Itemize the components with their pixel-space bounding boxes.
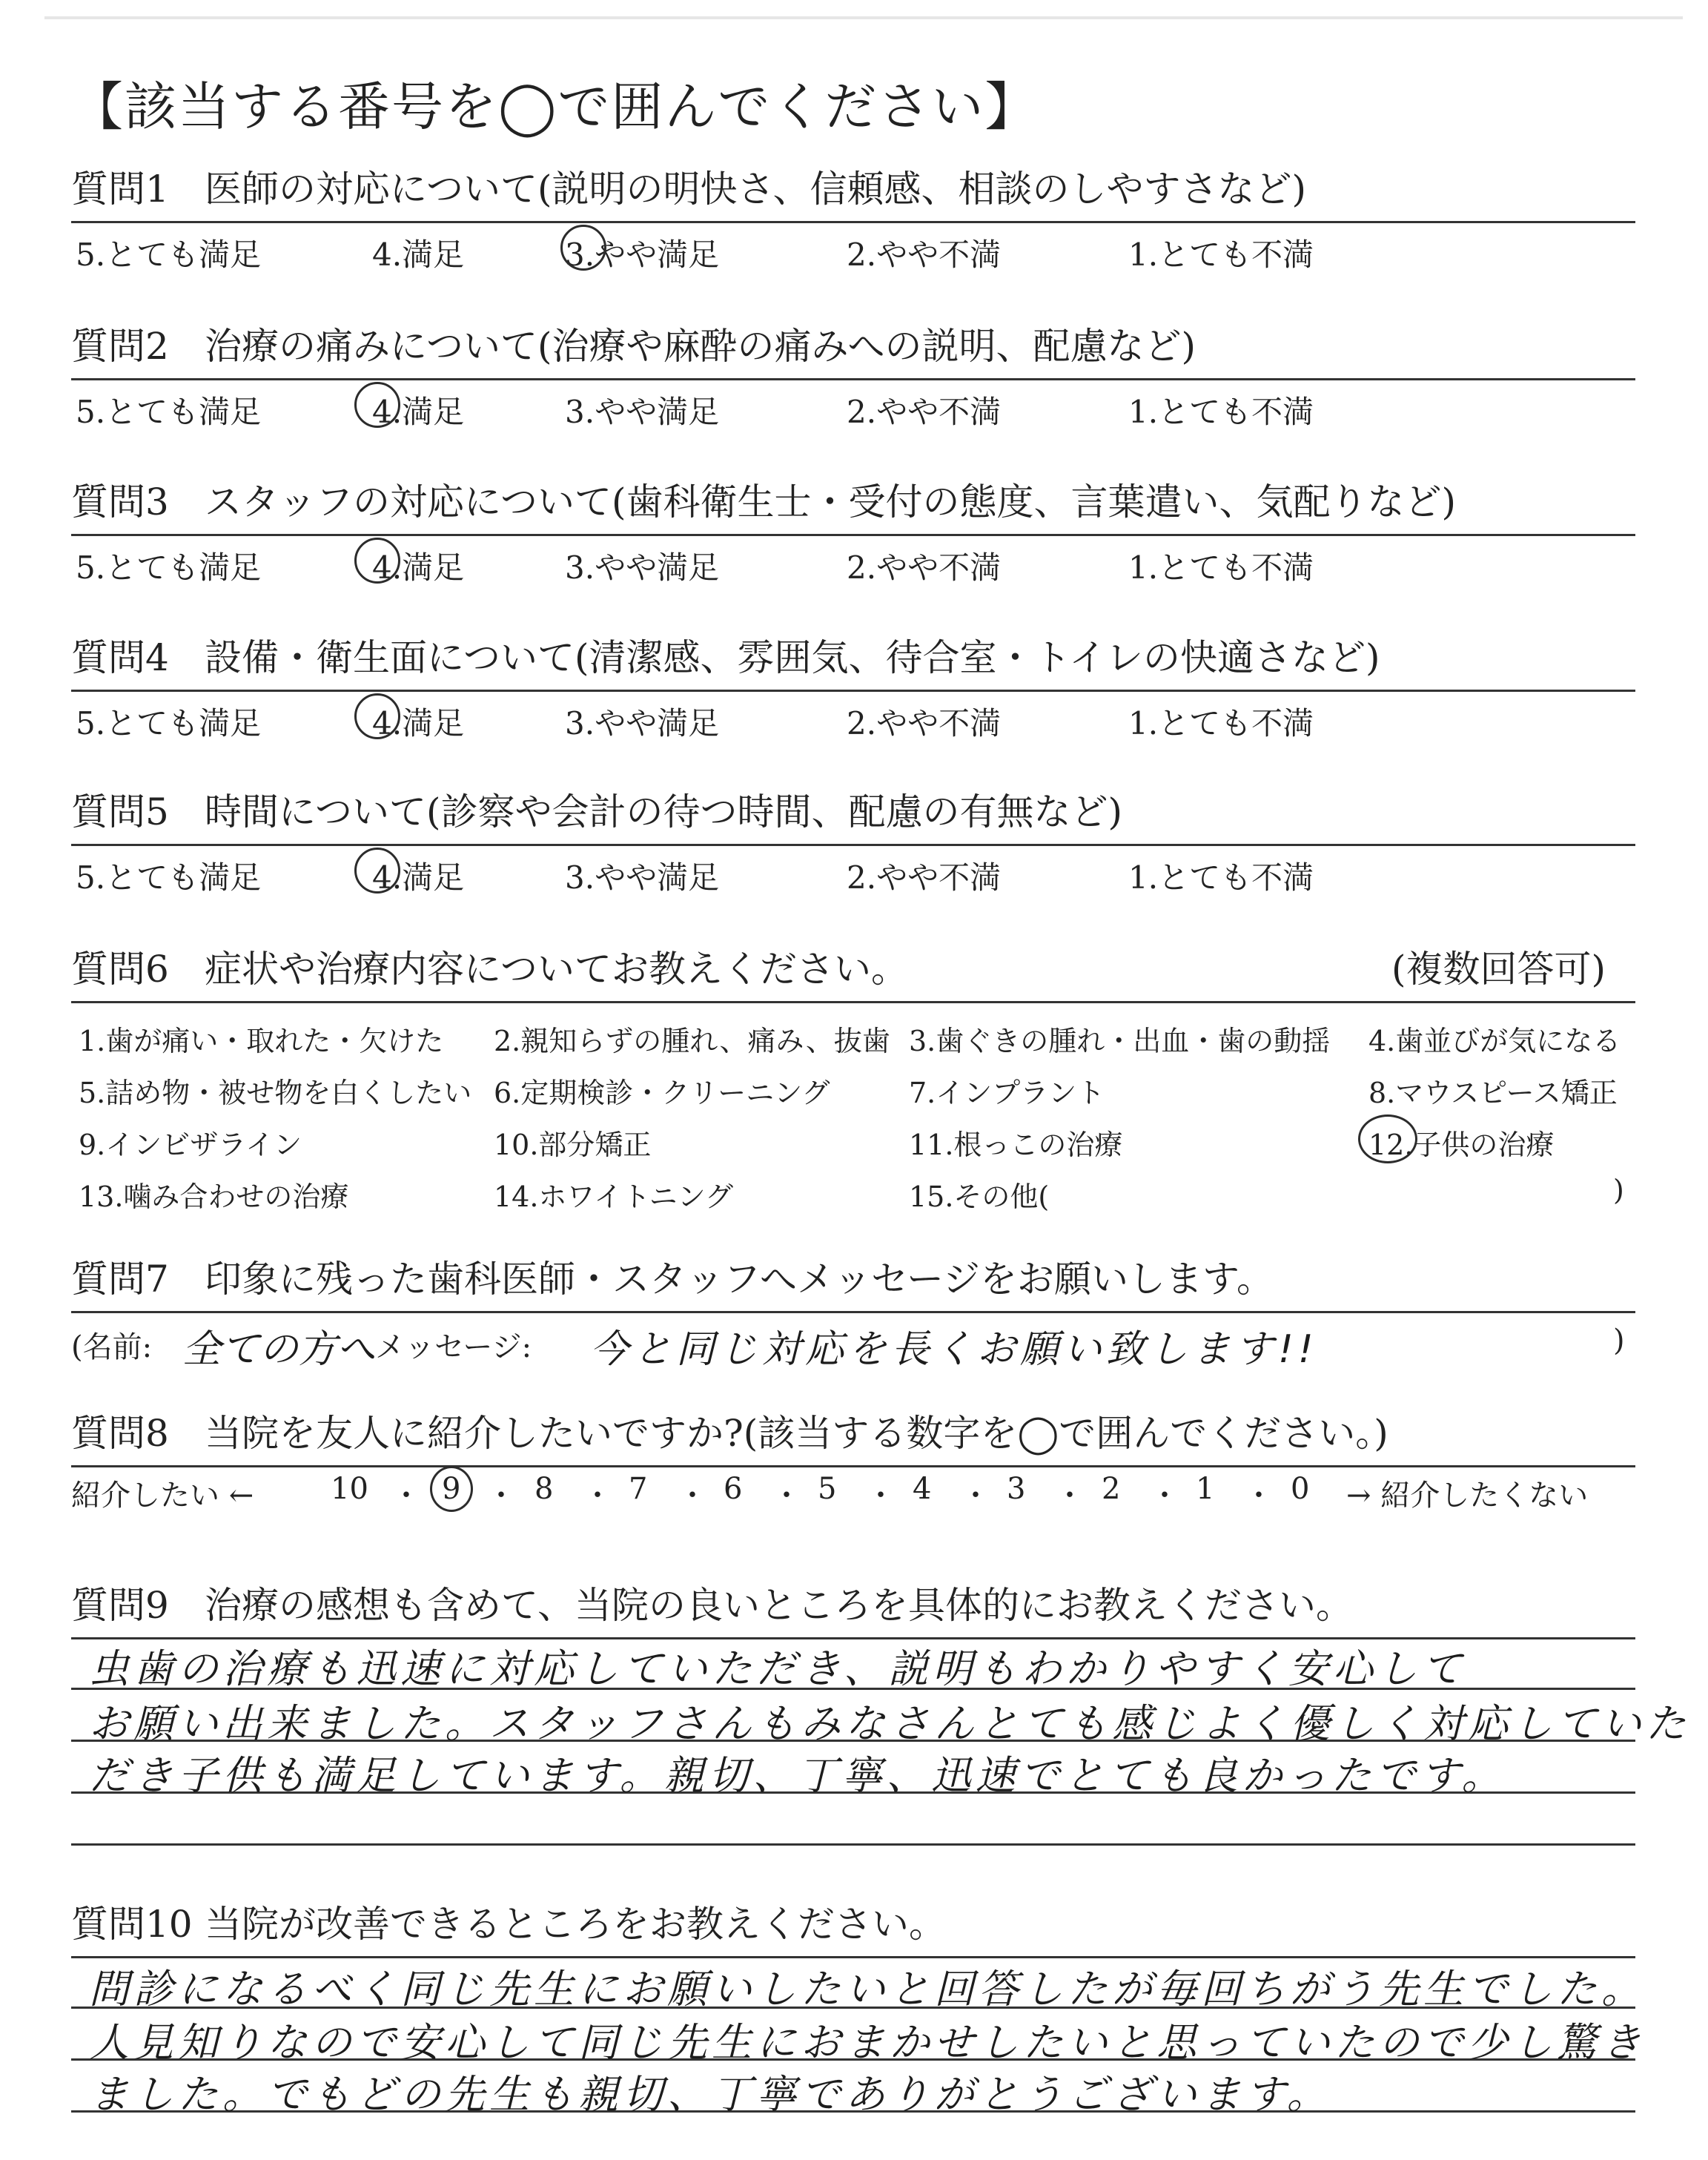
question-5 [71, 786, 1635, 894]
option-2[interactable]: 2.やや不満 [847, 705, 1002, 742]
scale-dot: ・ [1150, 1479, 1179, 1513]
scale-left-label: 紹介したい ← [71, 1479, 254, 1513]
name-value[interactable]: 全ての方へ [182, 1327, 376, 1372]
question-2 [71, 320, 1635, 428]
name-label: (名前: [71, 1330, 153, 1364]
scale-option-10[interactable]: 10 [331, 1472, 368, 1506]
question-10 [71, 1898, 1635, 1958]
question-4 [71, 632, 1635, 742]
selection-circle [354, 693, 400, 739]
question-text: 医師の対応について(説明の明快さ、信頼感、相談のしやすさなど) [205, 168, 1307, 211]
symptom-option[interactable]: 4.歯並びが気になる [1368, 1025, 1621, 1057]
scale-option-8[interactable]: 8 [534, 1472, 554, 1506]
question-number: 質問10 [71, 1903, 193, 1946]
symptom-option[interactable]: 7.インプラント [909, 1077, 1105, 1109]
symptom-option[interactable]: 6.定期検診・クリーニング [494, 1077, 830, 1109]
question-8 [71, 1407, 1635, 1467]
symptom-option[interactable]: 5.詰め物・被せ物を白くしたい [79, 1077, 472, 1109]
message-label: メッセージ: [375, 1330, 532, 1364]
option-5[interactable]: 5.とても満足 [76, 549, 262, 586]
scale-dot: ・ [678, 1479, 707, 1513]
question-text: 当院を友人に紹介したいですか?(該当する数字を◯で囲んでください。) [205, 1412, 1388, 1455]
question-text: 症状や治療内容についてお教えください。 [205, 948, 908, 991]
question-3 [71, 476, 1635, 584]
question-number: 質問4 [71, 636, 169, 679]
selection-circle [560, 225, 606, 271]
scale-dot: ・ [391, 1479, 421, 1513]
option-2[interactable]: 2.やや不満 [847, 859, 1002, 896]
option-4[interactable]: 4.満足 [372, 394, 465, 430]
option-4[interactable]: 4.満足 [372, 705, 465, 742]
answer-line[interactable]: 人見知りなので安心して同じ先生におまかせしたいと思っていたので少し驚き [89, 2019, 1646, 2066]
answer-rule [71, 1843, 1635, 1846]
option-2[interactable]: 2.やや不満 [847, 549, 1002, 586]
answer-line[interactable]: ました。でもどの先生も親切、丁寧でありがとうございます。 [89, 2071, 1331, 2118]
option-5[interactable]: 5.とても満足 [76, 705, 262, 742]
scale-dot: ・ [486, 1479, 516, 1513]
scale-dot: ・ [583, 1479, 612, 1513]
option-3[interactable]: 3.やや満足 [565, 705, 720, 742]
selection-circle [354, 382, 400, 428]
option-2[interactable]: 2.やや不満 [847, 394, 1002, 430]
question-1 [71, 163, 1635, 271]
scale-option-3[interactable]: 3 [1007, 1472, 1026, 1506]
scale-dot: ・ [866, 1479, 896, 1513]
answer-line[interactable]: 問診になるべく同じ先生にお願いしたいと回答したが毎回ちがう先生でした。 [89, 1966, 1646, 2012]
divider [71, 1465, 1635, 1467]
question-number: 質問9 [71, 1584, 169, 1627]
scale-option-0[interactable]: 0 [1291, 1472, 1310, 1506]
question-text: 治療の痛みについて(治療や麻酔の痛みへの説明、配慮など) [205, 325, 1196, 368]
scale-option-6[interactable]: 6 [724, 1472, 743, 1506]
symptom-option[interactable]: 10.部分矯正 [494, 1129, 652, 1161]
question-number: 質問2 [71, 325, 169, 368]
option-4[interactable]: 4.満足 [372, 859, 465, 896]
answer-line[interactable]: だき子供も満足しています。親切、丁寧、迅速でとても良かったです。 [89, 1752, 1506, 1799]
symptom-option[interactable]: 11.根っこの治療 [909, 1129, 1123, 1161]
selection-circle [354, 848, 400, 894]
scale-right-label: → 紹介したくない [1346, 1479, 1589, 1513]
question-text: 時間について(診察や会計の待つ時間、配慮の有無など) [205, 790, 1123, 833]
scale-dot: ・ [772, 1479, 801, 1513]
option-5[interactable]: 5.とても満足 [76, 859, 262, 896]
question-9 [71, 1579, 1635, 1639]
option-4[interactable]: 4.満足 [372, 237, 465, 273]
symptom-option[interactable]: 2.親知らずの腫れ、痛み、抜歯 [494, 1025, 890, 1057]
other-close-paren: ) [1613, 1174, 1624, 1206]
scale-option-7[interactable]: 7 [629, 1472, 648, 1506]
option-3[interactable]: 3.やや満足 [565, 394, 720, 430]
option-1[interactable]: 1.とても不満 [1128, 237, 1314, 273]
selection-circle [430, 1466, 473, 1512]
symptom-option[interactable]: 13.噛み合わせの治療 [79, 1180, 349, 1213]
option-3[interactable]: 3.やや満足 [565, 859, 720, 896]
selection-circle [1358, 1114, 1417, 1163]
scale-dot: ・ [961, 1479, 990, 1513]
message-value[interactable]: 今と同じ対応を長くお願い致します!! [590, 1327, 1318, 1372]
symptom-option[interactable]: 3.歯ぐきの腫れ・出血・歯の動揺 [909, 1025, 1331, 1057]
question-number: 質問8 [71, 1412, 169, 1455]
question-text: 設備・衛生面について(清潔感、雰囲気、待合室・トイレの快適さなど) [205, 636, 1380, 679]
symptom-option[interactable]: 9.インビザライン [79, 1129, 302, 1161]
answer-line[interactable]: お願い出来ました。スタッフさんもみなさんとても感じよく優しく対応していた [89, 1700, 1690, 1747]
question-text: スタッフの対応について(歯科衛生士・受付の態度、言葉遣い、気配りなど) [205, 480, 1457, 524]
question-number: 質問7 [71, 1258, 169, 1301]
question-text: 当院が改善できるところをお教えください。 [205, 1903, 946, 1946]
symptom-option[interactable]: 12.子供の治療 [1368, 1129, 1555, 1161]
question-number: 質問5 [71, 790, 169, 833]
scale-option-9[interactable]: 9 [442, 1472, 461, 1506]
symptom-option[interactable]: 1.歯が痛い・取れた・欠けた [79, 1025, 444, 1057]
question-6 [71, 943, 1635, 1218]
multiple-answer-note: (複数回答可) [1391, 948, 1606, 991]
option-3[interactable]: 3.やや満足 [565, 237, 720, 273]
referral-scale [71, 1472, 1635, 1516]
option-1[interactable]: 1.とても不満 [1128, 859, 1314, 896]
question-7 [71, 1253, 1635, 1373]
page-title: 【該当する番号を◯で囲んでください】 [71, 76, 1039, 137]
close-paren: ) [1613, 1324, 1625, 1358]
option-1[interactable]: 1.とても不満 [1128, 394, 1314, 430]
top-border [44, 16, 1683, 19]
option-3[interactable]: 3.やや満足 [565, 549, 720, 586]
scale-option-2[interactable]: 2 [1102, 1472, 1121, 1506]
option-1[interactable]: 1.とても不満 [1128, 549, 1314, 586]
symptom-option-other[interactable]: 15.その他( [909, 1180, 1050, 1213]
question-number: 質問6 [71, 948, 169, 991]
option-2[interactable]: 2.やや不満 [847, 237, 1002, 273]
scale-option-1[interactable]: 1 [1196, 1472, 1215, 1506]
symptom-option[interactable]: 14.ホワイトニング [494, 1180, 734, 1213]
question-number: 質問3 [71, 480, 169, 524]
scale-option-5[interactable]: 5 [818, 1472, 837, 1506]
selection-circle [354, 538, 400, 584]
question-number: 質問1 [71, 168, 169, 211]
option-1[interactable]: 1.とても不満 [1128, 705, 1314, 742]
option-5[interactable]: 5.とても満足 [76, 237, 262, 273]
question-text: 治療の感想も含めて、当院の良いところを具体的にお教えください。 [205, 1584, 1353, 1627]
option-5[interactable]: 5.とても満足 [76, 394, 262, 430]
scale-dot: ・ [1055, 1479, 1085, 1513]
answer-line[interactable]: 虫歯の治療も迅速に対応していただき、説明もわかりやすく安心して [89, 1645, 1466, 1692]
option-4[interactable]: 4.満足 [372, 549, 465, 586]
scale-option-4[interactable]: 4 [913, 1472, 932, 1506]
question-text: 印象に残った歯科医師・スタッフへメッセージをお願いします。 [205, 1258, 1274, 1301]
symptom-option[interactable]: 8.マウスピース矯正 [1368, 1077, 1618, 1109]
scale-dot: ・ [1244, 1479, 1274, 1513]
